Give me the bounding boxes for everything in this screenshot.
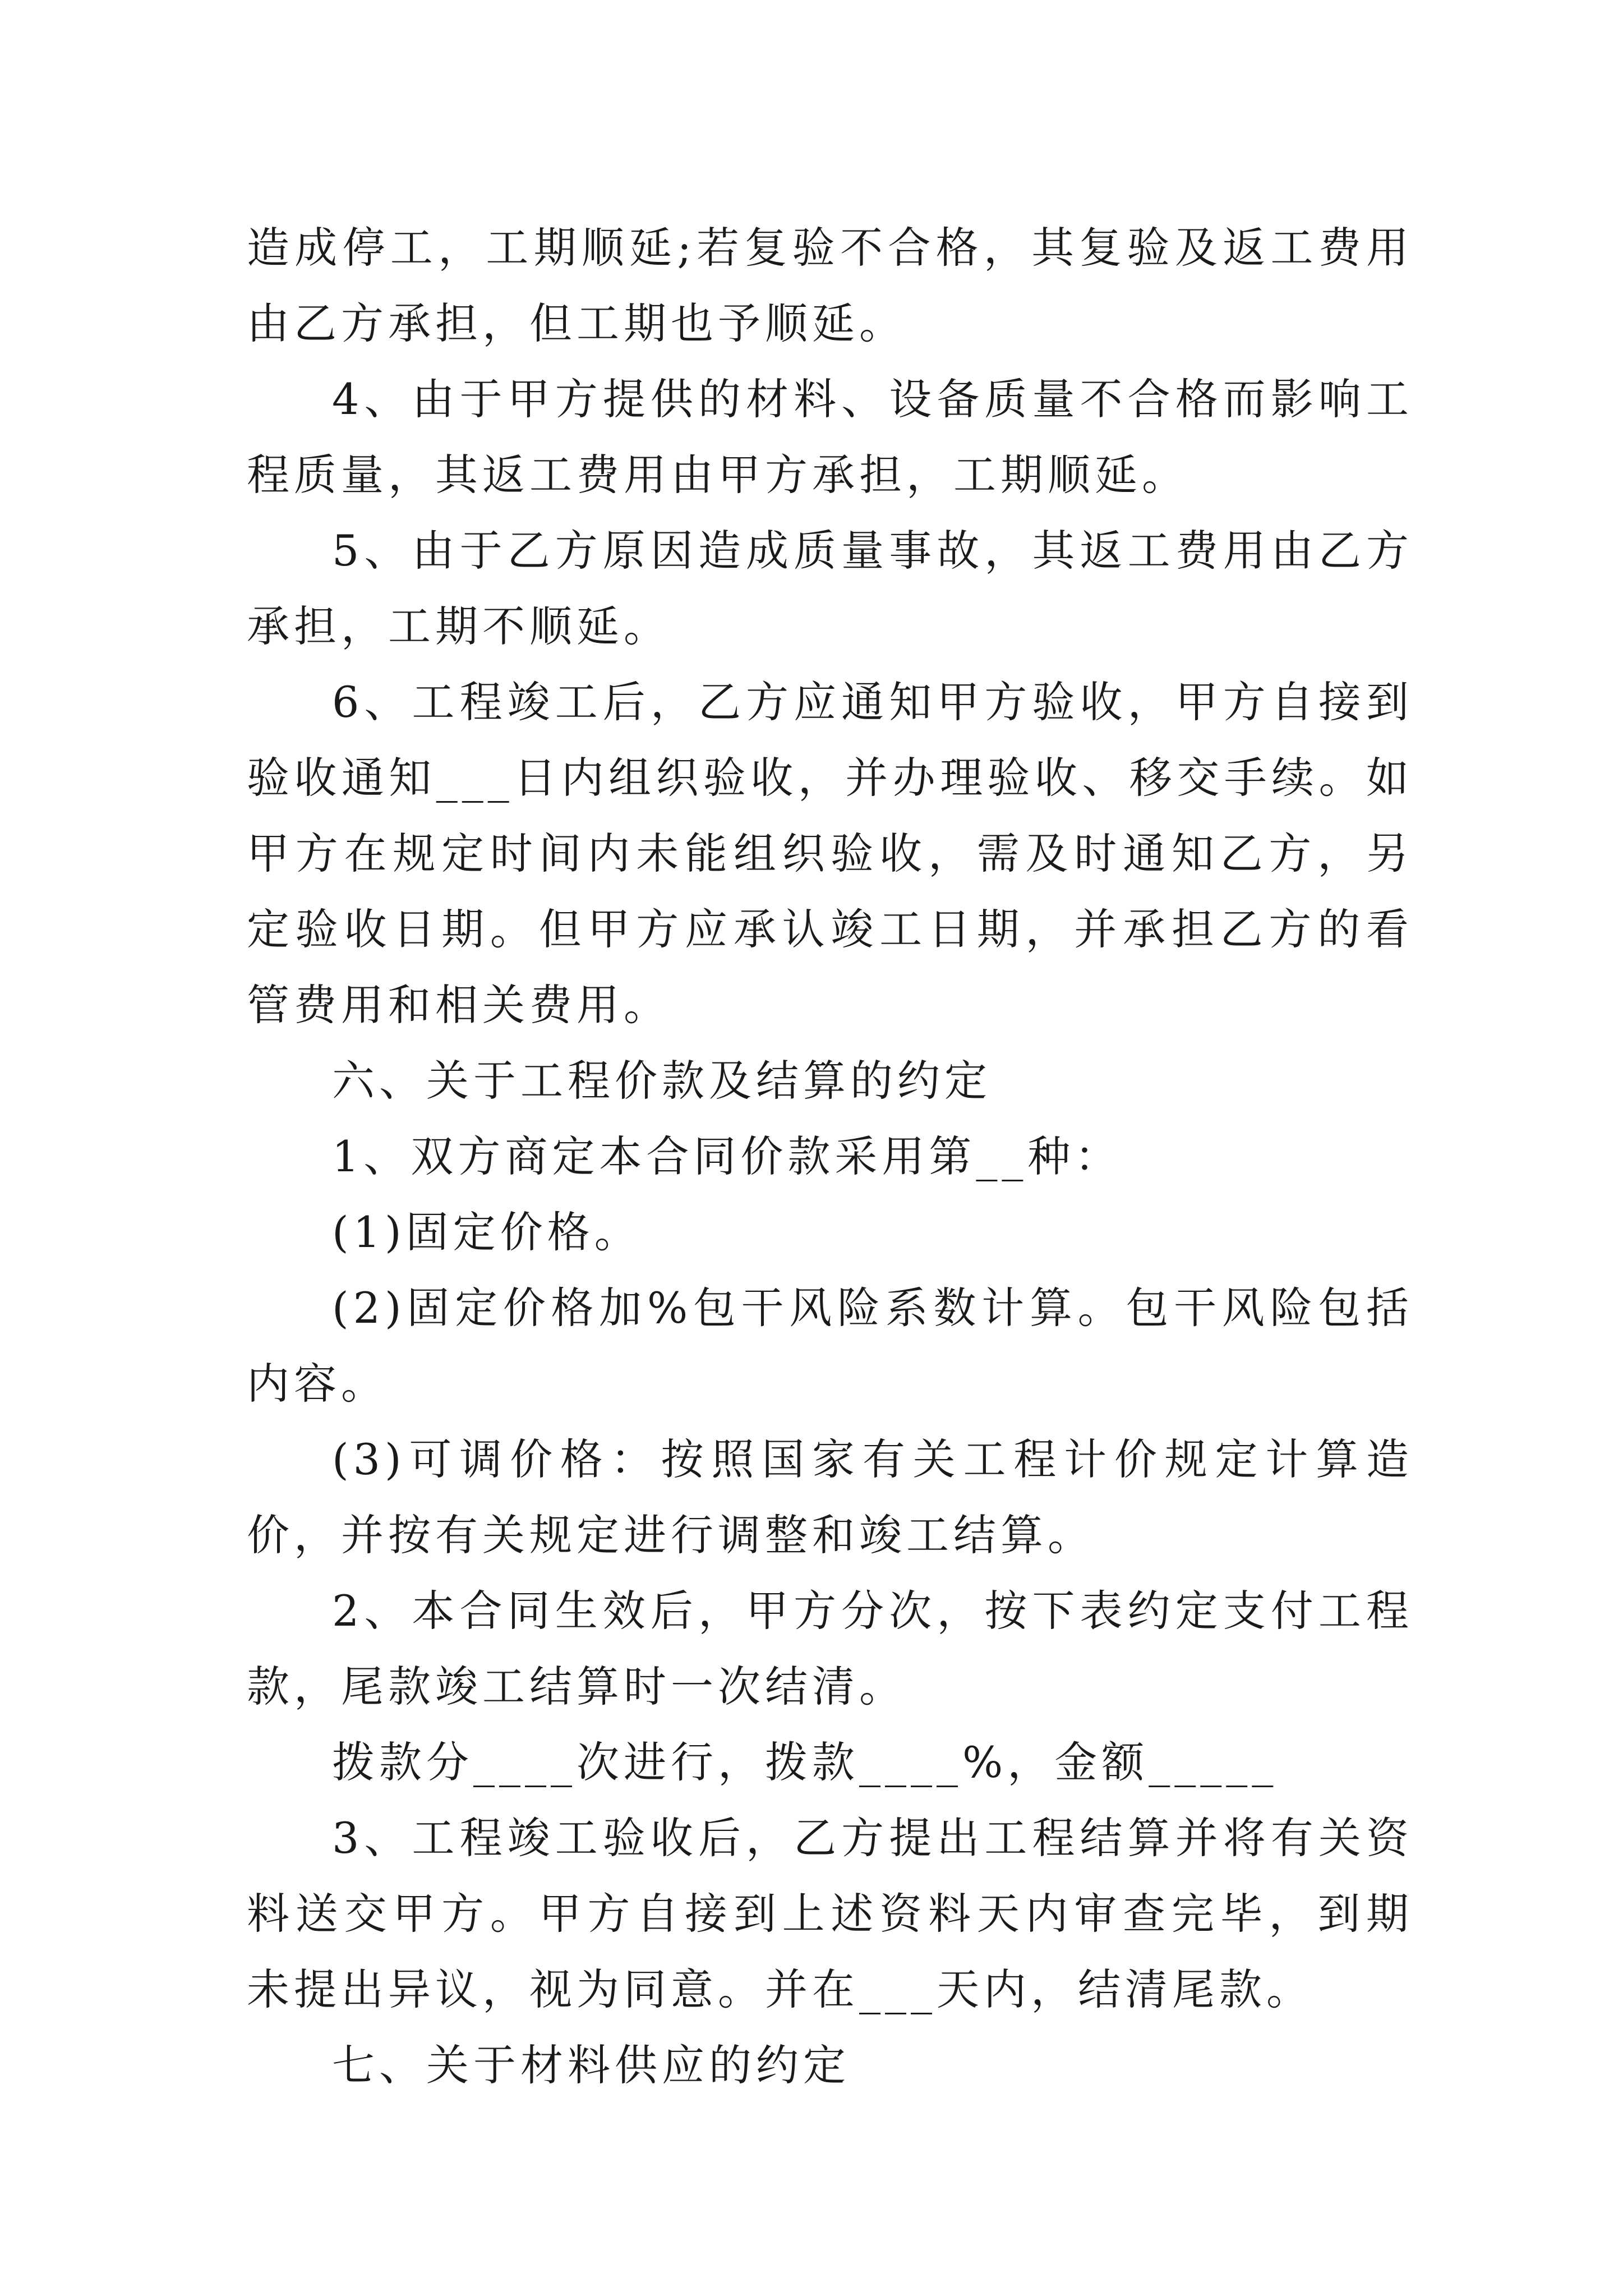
paragraph-price-clause-1: 1、双方商定本合同价款采用第__种： xyxy=(332,1131,1122,1181)
document-body xyxy=(247,210,1413,2103)
paragraph-clause-4: 4、由于甲方提供的材料、设备质量不合格而影响工程质量，其返工费用由甲方承担，工期顺延。 xyxy=(247,374,1413,500)
paragraph-option-3: (3)可调价格：按照国家有关工程计价规定计算造价，并按有关规定进行调整和竣工结算。 xyxy=(247,1434,1413,1560)
paragraph-continuation: 造成停工，工期顺延;若复验不合格，其复验及返工费用由乙方承担，但工期也予顺延。 xyxy=(247,223,1413,348)
section-heading-6: 六、关于工程价款及结算的约定 xyxy=(332,1056,992,1106)
paragraph-price-clause-3: 3、工程竣工验收后，乙方提出工程结算并将有关资料送交甲方。甲方自接到上述资料天内审查完毕，到期未提出异议，视为同意。并在___天内，结清尾款。 xyxy=(247,1813,1413,2014)
paragraph-clause-6: 6、工程竣工后，乙方应通知甲方验收，甲方自接到验收通知___日内组织验收，并办理验收、移交手续。如甲方在规定时间内未能组织验收，需及时通知乙方，另定验收日期。但甲方应承认竣工日期，并承担乙方的看管费用和相关费用。 xyxy=(247,677,1413,1030)
paragraph-option-1: (1)固定价格。 xyxy=(332,1207,642,1257)
paragraph-payment-line: 拨款分____次进行，拨款____%，金额_____ xyxy=(332,1737,1278,1787)
paragraph-option-2: (2)固定价格加%包干风险系数计算。包干风险包括内容。 xyxy=(247,1283,1413,1409)
section-heading-7: 七、关于材料供应的约定 xyxy=(332,2040,850,2090)
paragraph-price-clause-2: 2、本合同生效后，甲方分次，按下表约定支付工程款，尾款竣工结算时一次结清。 xyxy=(247,1586,1413,1711)
paragraph-clause-5: 5、由于乙方原因造成质量事故，其返工费用由乙方承担，工期不顺延。 xyxy=(247,526,1413,651)
